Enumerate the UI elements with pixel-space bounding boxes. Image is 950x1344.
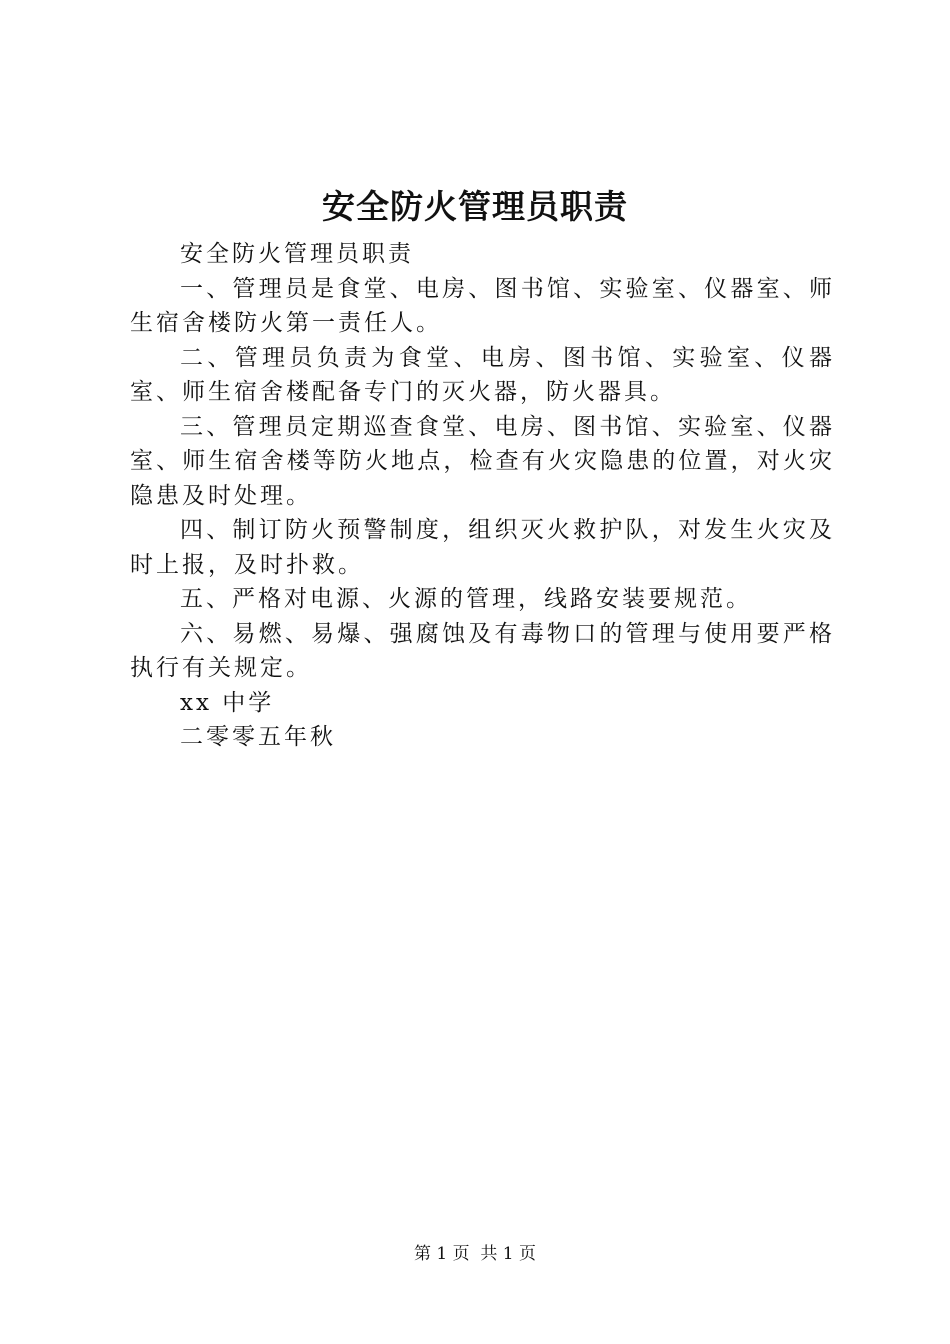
paragraph-item-1: 一、管理员是食堂、电房、图书馆、实验室、仪器室、师生宿舍楼防火第一责任人。 xyxy=(130,275,835,336)
signature-date: 二零零五年秋 xyxy=(180,724,336,750)
paragraph-item-3: 三、管理员定期巡查食堂、电房、图书馆、实验室、仪器室、师生宿舍楼等防火地点，检查有火灾隐患的位置，对火灾隐患及时处理。 xyxy=(130,413,835,509)
document-body xyxy=(130,237,835,755)
page-footer xyxy=(0,1242,950,1266)
paragraph-item-4: 四、制订防火预警制度，组织灭火救护队，对发生火灾及时上报，及时扑救。 xyxy=(130,517,835,578)
document-title: 安全防火管理员职责 xyxy=(322,187,628,226)
paragraph-heading: 安全防火管理员职责 xyxy=(180,241,414,267)
paragraph-item-6: 六、易燃、易爆、强腐蚀及有毒物口的管理与使用要严格执行有关规定。 xyxy=(130,620,835,681)
signature-organization: xx 中学 xyxy=(180,689,275,716)
paragraph-item-5: 五、严格对电源、火源的管理，线路安装要规范。 xyxy=(180,586,752,612)
paragraph-item-2: 二、管理员负责为食堂、电房、图书馆、实验室、仪器室、师生宿舍楼配备专门的灭火器，防火器具。 xyxy=(130,344,835,405)
page-number: 第 1 页 共 1 页 xyxy=(413,1244,537,1264)
